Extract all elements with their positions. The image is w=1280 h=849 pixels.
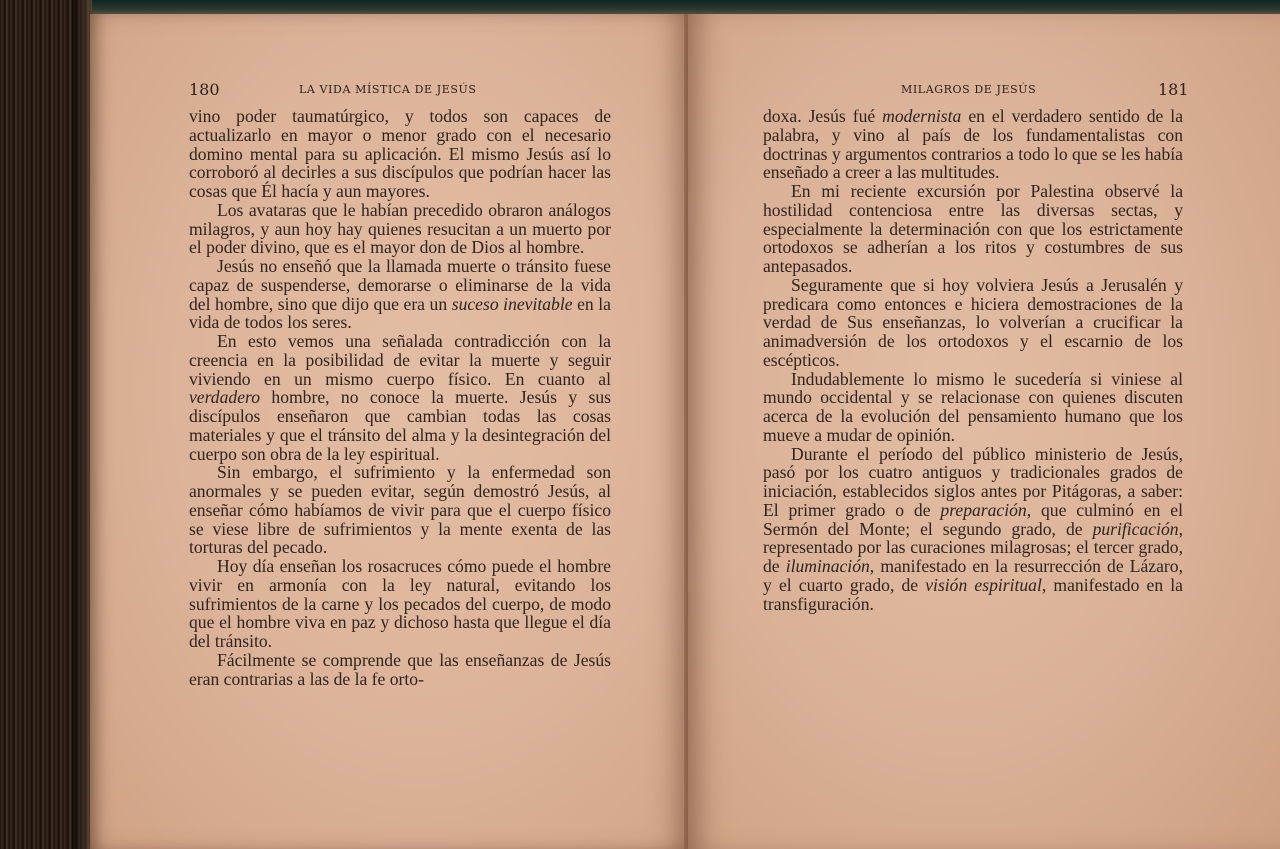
paragraph: Hoy día enseñan los rosacruces cómo puede el hombre vivir en armonía con la ley natural, evitando los sufrimientos de la carne y los pecados del cuerpo, de modo que el hombre viva en paz y dichoso hasta que llegue el día del tránsito. [189, 556, 611, 651]
page-number: 180 [189, 80, 220, 99]
running-title: MILAGROS DE JESÚS [901, 83, 1037, 96]
paragraph: En mi reciente excursión por Palestina observé la hostilidad contenciosa entre las diversas sectas, y especialmente la determinación con que los estrictamente ortodoxos se adherían a los ritos y costumbres de sus antepasados. [763, 181, 1183, 276]
paragraph: Jesús no enseñó que la llamada muerte o tránsito fuese capaz de suspenderse, demorarse o eliminarse de la vida del hombre, sino que dijo que era un suceso inevitable en la vida de todos los seres. [189, 256, 611, 333]
right-page-header [763, 80, 1189, 104]
page-number: 181 [1158, 80, 1189, 99]
left-page-body [189, 107, 611, 688]
paragraph: Indudablemente lo mismo le sucedería si viniese al mundo occidental y se relacionase con quienes discuten acerca de la evolución del pensamiento humano que los mueve a mudar de opinión. [763, 368, 1183, 445]
left-page [90, 14, 688, 849]
left-page-header [189, 80, 589, 104]
paragraph: Sin embargo, el sufrimiento y la enfermedad son anormales y se pueden evitar, según demostró Jesús, al enseñar cómo habíamos de vivir para que el cuerpo físico se viese libre de sufrimientos y la mente exenta de las torturas del pecado. [189, 462, 611, 558]
paragraph: Seguramente que si hoy volviera Jesús a Jerusalén y predicara como entonces e hiciera demostraciones de la verdad de Sus enseñanzas, lo volverían a crucificar la animadversión de los ortodoxos y el escarnio de los escépticos. [763, 274, 1183, 370]
paragraph: vino poder taumatúrgico, y todos son capaces de actualizarlo en mayor o menor grado con el necesario domino mental para su aplicación. El mismo Jesús así lo corroboró al decirles a sus discípulos que podrían hacer las cosas que Él hacía y aun mayores. [189, 106, 611, 201]
paragraph: doxa. Jesús fué modernista en el verdadero sentido de la palabra, y vino al país de los fundamentalistas con doctrinas y argumentos contrarios a todo lo que se les había enseñado a creer a las multitudes. [763, 106, 1184, 183]
running-title: LA VIDA MÍSTICA DE JESÚS [299, 83, 477, 96]
right-page [688, 14, 1280, 849]
paragraph: Fácilmente se comprende que las enseñanzas de Jesús eran contrarias a las de la fe orto- [189, 649, 611, 689]
paragraph: Durante el período del público ministerio de Jesús, pasó por los cuatro antiguos y tradicionales grados de iniciación, establecidos siglos antes por Pitágoras, a saber: El primer grado o de preparación, que culminó en el Sermón del Monte; el segundo grado, de purificación, representado por las curaciones milagrosas; el tercer grado, de iluminación, manifestado en la resurrección de Lázaro, y el cuarto grado, de visión espiritual, manifestado en la transfiguración. [763, 443, 1183, 614]
paragraph: En esto vemos una señalada contradicción con la creencia en la posibilidad de evitar la muerte y seguir viviendo en un mismo cuerpo físico. En cuanto al verdadero hombre, no conoce la muerte. Jesús y sus discípulos enseñaron que cambian todas las cosas materiales y que el tránsito del alma y la desintegración del cuerpo son obra de la ley espiritual. [189, 331, 611, 464]
right-page-body [763, 107, 1183, 613]
book-spine-page-edges [0, 0, 92, 849]
paragraph: Los avataras que le habían precedido obraron análogos milagros, y aun hoy hay quienes resucitan a un muerto por el poder divino, que es el mayor don de Dios al hombre. [189, 199, 611, 258]
